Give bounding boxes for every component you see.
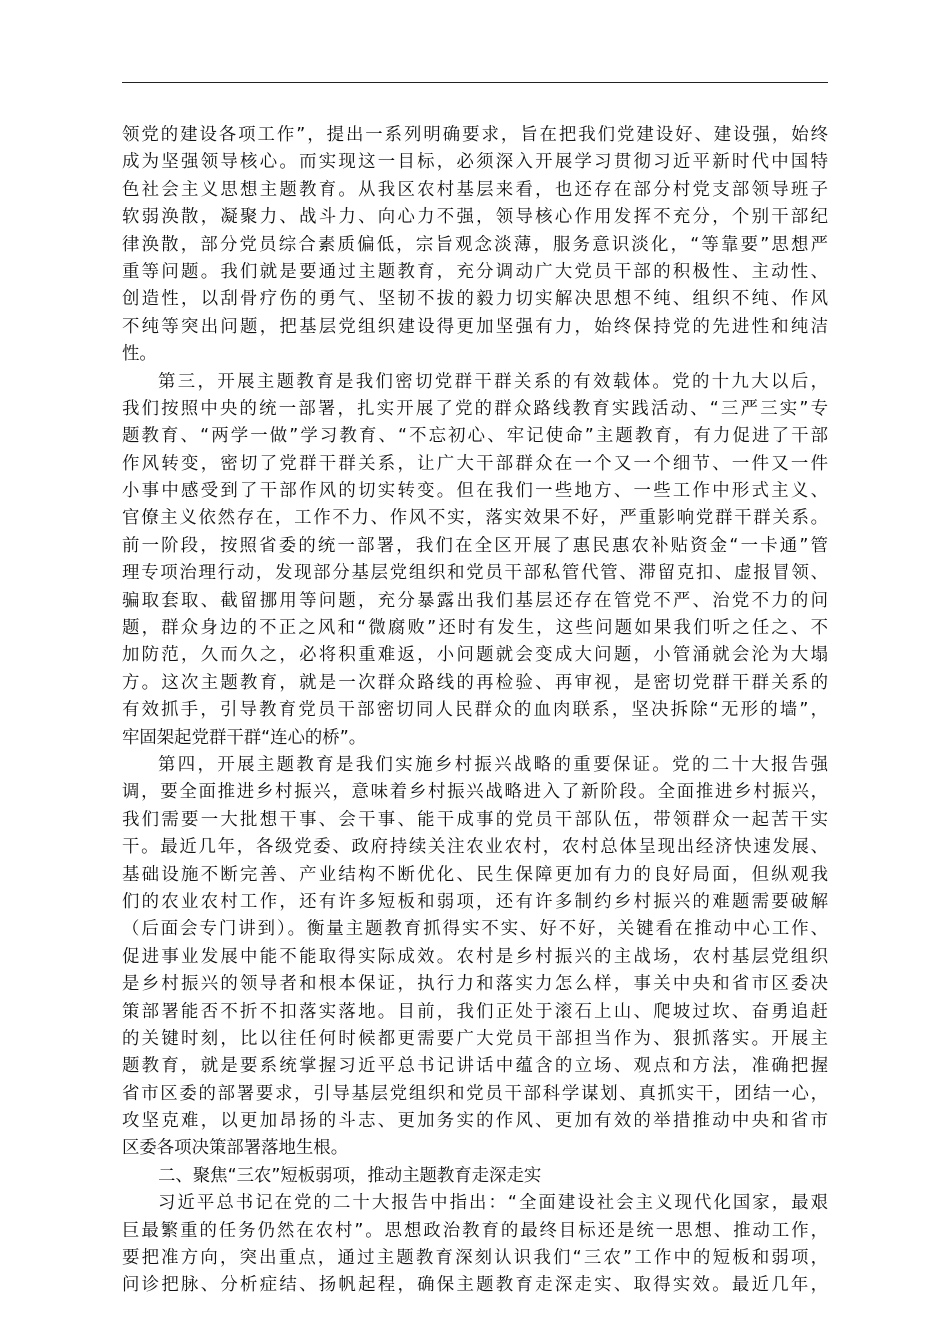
text-line: 的关键时刻，比以往任何时候都更需要广大党员干部担当作为、狠抓落实。开展主 — [122, 1028, 828, 1049]
text-line: 题，群众身边的不正之风和“微腐败”还时有发生，这些问题如果我们听之任之、不 — [122, 618, 828, 639]
text-line: 骗取套取、截留挪用等问题，充分暴露出我们基层还存在管党不严、治党不力的问 — [122, 590, 828, 611]
text-line: 基础设施不断完善、产业结构不断优化、民生保障更加有力的良好局面，但纵观我 — [122, 864, 828, 885]
text-line: 要把准方向，突出重点，通过主题教育深刻认识我们“三农”工作中的短板和弱项， — [122, 1248, 828, 1269]
text-line: 们的农业农村工作，还有许多短板和弱项，还有许多制约乡村振兴的难题需要破解 — [122, 891, 828, 912]
text-line: 创造性，以刮骨疗伤的勇气、坚韧不拔的毅力切实解决思想不纯、组织不纯、作风 — [122, 289, 828, 310]
text-line: 性。 — [122, 344, 157, 365]
text-line: 领党的建设各项工作”，提出一系列明确要求，旨在把我们党建设好、建设强，始终 — [122, 125, 828, 145]
text-line: 我们需要一大批想干事、会干事、能干成事的党员干部队伍，带领群众一起苦干实 — [122, 809, 828, 830]
paragraph-start-line: 习近平总书记在党的二十大报告中指出：“全面建设社会主义现代化国家，最艰 — [158, 1193, 828, 1214]
text-line: 省市区委的部署要求，引导基层党组织和党员干部科学谋划、真抓实干，团结一心， — [122, 1083, 828, 1104]
text-line: 有效抓手，引导教育党员干部密切同人民群众的血肉联系，坚决拆除“无形的墙”， — [122, 700, 828, 721]
text-line: 巨最繁重的任务仍然在农村”。思想政治教育的最终目标还是统一思想、推动工作， — [122, 1220, 828, 1241]
text-line: 小事中感受到了干部作风的切实转变。但在我们一些地方、一些工作中形式主义、 — [122, 481, 828, 502]
text-line: 题教育，就是要系统掌握习近平总书记讲话中蕴含的立场、观点和方法，准确把握 — [122, 1056, 828, 1077]
text-line: 方。这次主题教育，就是一次群众路线的再检验、再审视，是密切党群干群关系的 — [122, 672, 828, 693]
text-line: 促进事业发展中能不能取得实际成效。农村是乡村振兴的主战场，农村基层党组织 — [122, 946, 828, 967]
paragraph-start-line: 第三，开展主题教育是我们密切党群干群关系的有效载体。党的十九大以后， — [158, 371, 828, 392]
text-line: 我们按照中央的统一部署，扎实开展了党的群众路线教育实践活动、“三严三实”专 — [122, 398, 828, 419]
text-line: 软弱涣散，凝聚力、战斗力、向心力不强，领导核心作用发挥不充分，个别干部纪 — [122, 207, 828, 228]
text-line: 作风转变，密切了党群干群关系，让广大干部群众在一个又一个细节、一件又一件 — [122, 453, 828, 474]
text-line: （后面会专门讲到）。衡量主题教育抓得实不实、好不好，关键看在推动中心工作、 — [122, 919, 828, 940]
text-line: 官僚主义依然存在，工作不力、作风不实，落实效果不好，严重影响党群干群关系。 — [122, 508, 828, 529]
text-line: 策部署能否不折不扣落实落地。目前，我们正处于滚石上山、爬坡过坎、奋勇追赶 — [122, 1001, 828, 1022]
body-text — [122, 122, 828, 1300]
paragraph-start-line: 第四，开展主题教育是我们实施乡村振兴战略的重要保证。党的二十大报告强 — [158, 754, 828, 775]
text-line: 是乡村振兴的领导者和根本保证，执行力和落实力怎么样，事关中央和省市区委决 — [122, 974, 828, 995]
text-line: 区委各项决策部署落地生根。 — [122, 1138, 349, 1159]
section-heading: 二、聚焦“三农”短板弱项，推动主题教育走深走实 — [158, 1165, 542, 1186]
text-line: 重等问题。我们就是要通过主题教育，充分调动广大党员干部的积极性、主动性、 — [122, 261, 828, 282]
text-line: 加防范，久而久之，必将积重难返，小问题就会变成大问题，小管涌就会沦为大塌 — [122, 645, 828, 666]
text-line: 题教育、“两学一做”学习教育、“不忘初心、牢记使命”主题教育，有力促进了干部 — [122, 426, 828, 447]
text-line: 成为坚强领导核心。而实现这一目标，必须深入开展学习贯彻习近平新时代中国特 — [122, 152, 828, 173]
text-line: 牢固架起党群干群“连心的桥”。 — [122, 727, 367, 748]
text-line: 不纯等突出问题，把基层党组织建设得更加坚强有力，始终保持党的先进性和纯洁 — [122, 316, 828, 337]
text-line: 律涣散，部分党员综合素质偏低，宗旨观念淡薄，服务意识淡化，“等靠要”思想严 — [122, 234, 828, 255]
header-rule — [122, 82, 828, 83]
text-line: 理专项治理行动，发现部分基层党组织和党员干部私管代管、滞留克扣、虚报冒领、 — [122, 563, 828, 584]
text-line: 攻坚克难，以更加昂扬的斗志、更加务实的作风、更加有效的举措推动中央和省市 — [122, 1111, 828, 1132]
text-line: 调，要全面推进乡村振兴，意味着乡村振兴战略进入了新阶段。全面推进乡村振兴， — [122, 782, 828, 803]
text-line: 前一阶段，按照省委的统一部署，我们在全区开展了惠民惠农补贴资金“一卡通”管 — [122, 535, 828, 556]
text-line: 色社会主义思想主题教育。从我区农村基层来看，也还存在部分村党支部领导班子 — [122, 179, 828, 200]
text-line: 干。最近几年，各级党委、政府持续关注农业农村，农村总体呈现出经济快速发展、 — [122, 837, 828, 858]
text-line: 问诊把脉、分析症结、扬帆起程，确保主题教育走深走实、取得实效。最近几年， — [122, 1275, 828, 1296]
